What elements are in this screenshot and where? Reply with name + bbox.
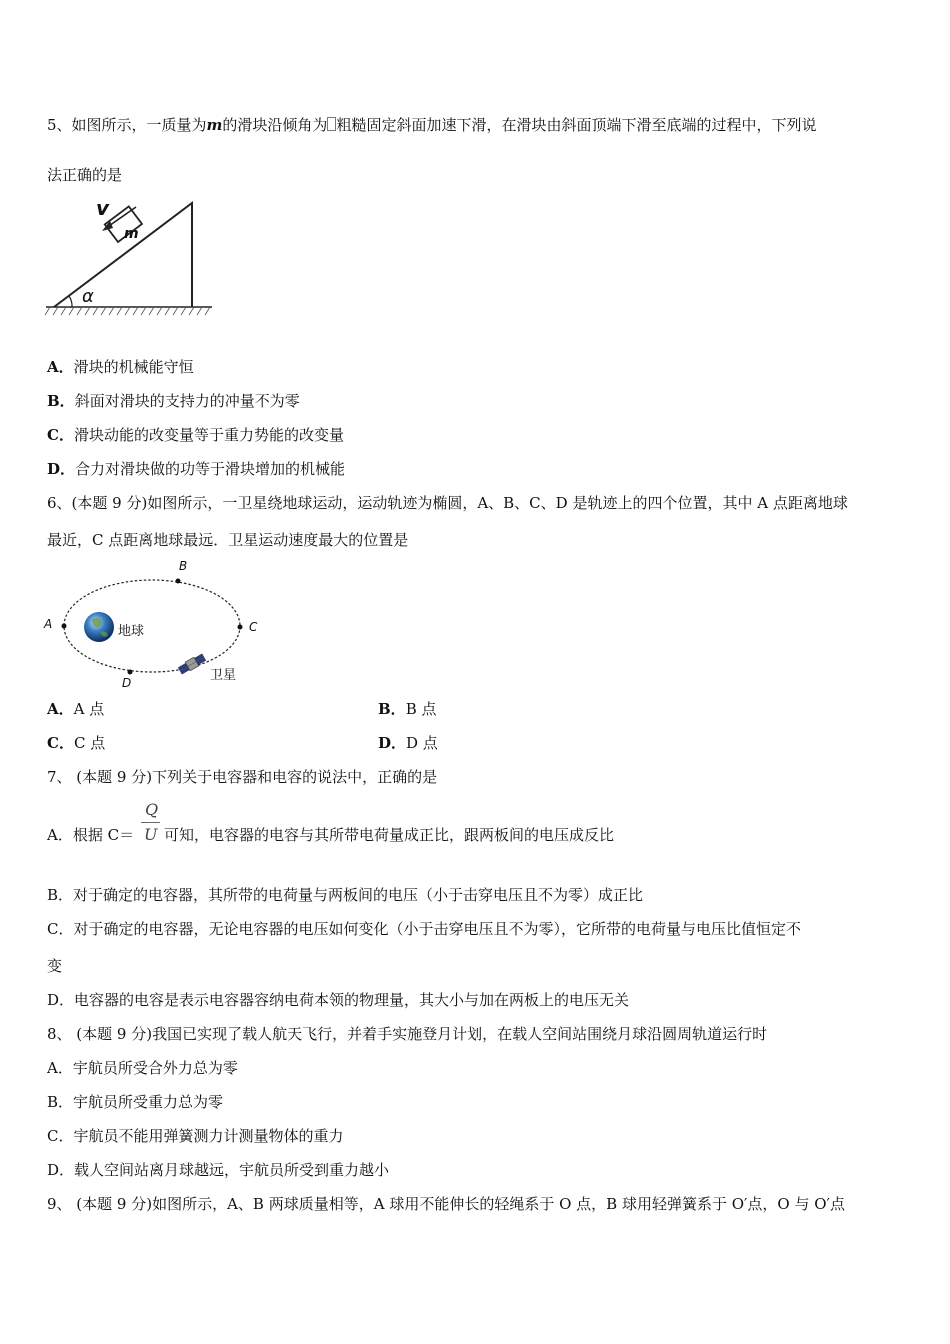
q7-option-a-suffix: 可知，电容器的电容与其所带电荷量成正比，跟两板间的电压成反比	[164, 826, 615, 844]
angle-label: α	[82, 286, 94, 307]
satellite-icon	[177, 653, 206, 676]
point-a-label: A	[44, 617, 53, 631]
q7-fraction-denominator: U	[144, 825, 158, 844]
q7-option-b: B．对于确定的电容器，其所带的电荷量与两板间的电压（小于击穿电压且不为零）成正比	[47, 886, 644, 904]
point-b-label: B	[179, 559, 188, 573]
q7-option-a-prefix: A．根据 C＝	[47, 826, 135, 844]
incline-figure	[44, 195, 214, 325]
q5-option-c: C．滑块动能的改变量等于重力势能的改变量	[47, 426, 344, 444]
q5-option-b: B．斜面对滑块的支持力的冲量不为零	[47, 392, 300, 410]
q6-stem-line2: 最近，C 点距离地球最远．卫星运动速度最大的位置是	[47, 531, 409, 549]
q8-option-b: B．宇航员所受重力总为零	[47, 1093, 224, 1111]
q7-option-c-line2: 变	[47, 957, 63, 975]
q8-option-d: D．载人空间站离月球越远，宇航员所受到重力越小	[47, 1161, 390, 1179]
point-b-dot	[176, 579, 181, 584]
q7-option-c-line1: C．对于确定的电容器，无论电容器的电压如何变化（小于击穿电压且不为零），它所带的电荷量与电压比值恒定不	[47, 920, 801, 938]
q9-stem: 9、 (本题 9 分)如图所示，A、B 两球质量相等，A 球用不能伸长的轻绳系于 O 点，B 球用轻弹簧系于 O′点，O 与 O′点	[47, 1195, 845, 1213]
q7-stem: 7、 (本题 9 分)下列关于电容器和电容的说法中，正确的是	[47, 768, 438, 786]
q6-option-b: B．B 点	[378, 700, 437, 718]
satellite-label: 卫星	[210, 668, 237, 683]
q6-option-c: C．C 点	[47, 734, 106, 752]
block-label: m	[124, 226, 139, 242]
q6-option-a: A．A 点	[47, 700, 105, 718]
point-d-dot	[128, 670, 133, 675]
q8-option-a: A．宇航员所受合外力总为零	[47, 1059, 238, 1077]
q5-stem-line2: 法正确的是	[47, 166, 123, 184]
q7-option-d: D．电容器的电容是表示电容器容纳电荷本领的物理量，其大小与加在两板上的电压无关	[47, 991, 630, 1009]
orbit-figure	[40, 556, 275, 691]
q7-fraction-numerator: Q	[145, 800, 159, 819]
velocity-label: v	[96, 196, 110, 220]
q6-stem-line1: 6、(本题 9 分)如图所示，一卫星绕地球运动，运动轨迹为椭圆，A、B、C、D 是轨迹上的四个位置，其中 A 点距离地球	[47, 494, 848, 512]
earth-icon	[84, 612, 114, 642]
q5-stem-line1: 5、如图所示，一质量为m的滑块沿倾角为 粗糙固定斜面加速下滑，在滑块由斜面顶端下滑至底端的过程中，下列说	[47, 116, 817, 134]
q6-option-d: D．D 点	[378, 734, 438, 752]
point-c-label: C	[249, 620, 258, 634]
point-a-dot	[62, 624, 67, 629]
q5-option-d: D．合力对滑块做的功等于滑块增加的机械能	[47, 460, 346, 478]
point-c-dot	[238, 625, 243, 630]
q7-fraction-bar	[141, 822, 160, 823]
point-d-label: D	[122, 676, 132, 690]
q5-mass-symbol: m	[206, 116, 223, 134]
q8-stem: 8、 (本题 9 分)我国已实现了载人航天飞行，并着手实施登月计划，在载人空间站围绕月球沿圆周轨道运行时	[47, 1025, 768, 1043]
q5-option-a: A．滑块的机械能守恒	[47, 358, 194, 376]
q8-option-c: C．宇航员不能用弹簧测力计测量物体的重力	[47, 1127, 344, 1145]
earth-label: 地球	[118, 624, 145, 639]
